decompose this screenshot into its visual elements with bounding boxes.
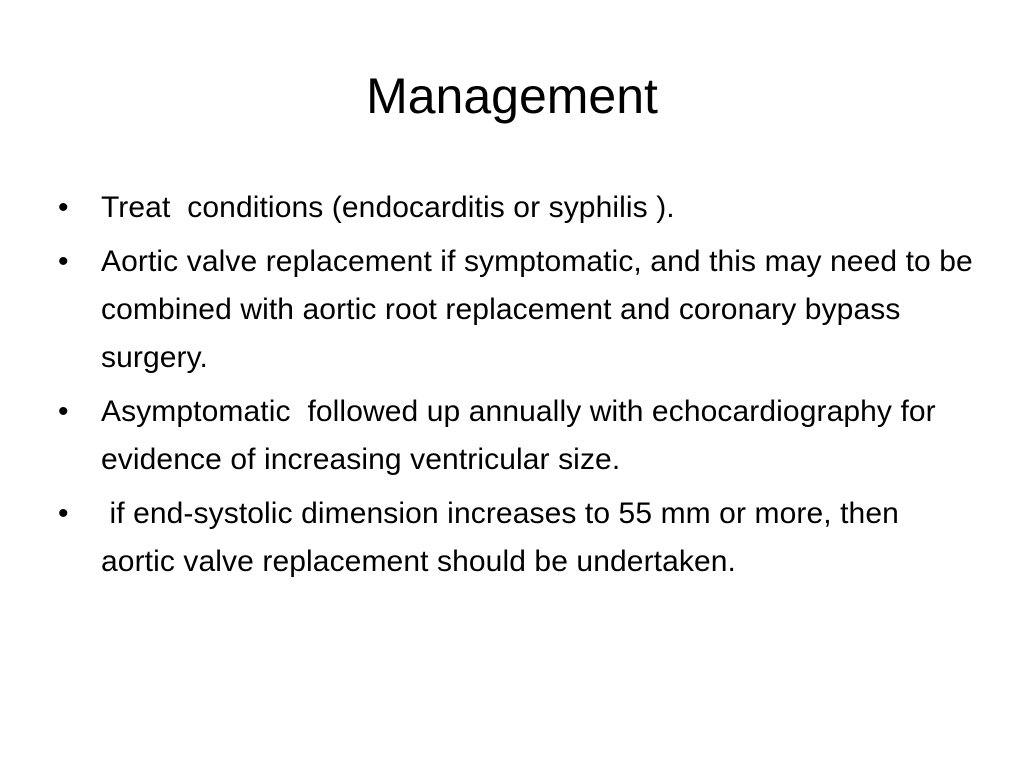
bullet-text: Treat conditions (endocarditis or syphilis ). xyxy=(101,191,675,224)
bullet-item-2 xyxy=(56,238,982,382)
bullet-item-1 xyxy=(56,184,976,232)
bullet-list xyxy=(56,184,982,592)
bullet-item-3 xyxy=(56,388,976,484)
bullet-icon: • xyxy=(58,245,69,278)
slide-title: Management xyxy=(366,68,658,124)
bullet-item-4 xyxy=(56,490,976,586)
bullet-icon: • xyxy=(58,497,69,530)
bullet-icon: • xyxy=(58,395,69,428)
bullet-icon: • xyxy=(58,191,69,224)
bullet-text: if end-systolic dimension increases to 55 mm or more, then aortic valve replacement should be undertaken. xyxy=(101,497,908,578)
bullet-text: Aortic valve replacement if symptomatic, and this may need to be combined with aortic root replacement and coronary bypass surgery. xyxy=(101,245,982,374)
bullet-text: Asymptomatic followed up annually with echocardiography for evidence of increasing ventricular size. xyxy=(101,395,945,476)
